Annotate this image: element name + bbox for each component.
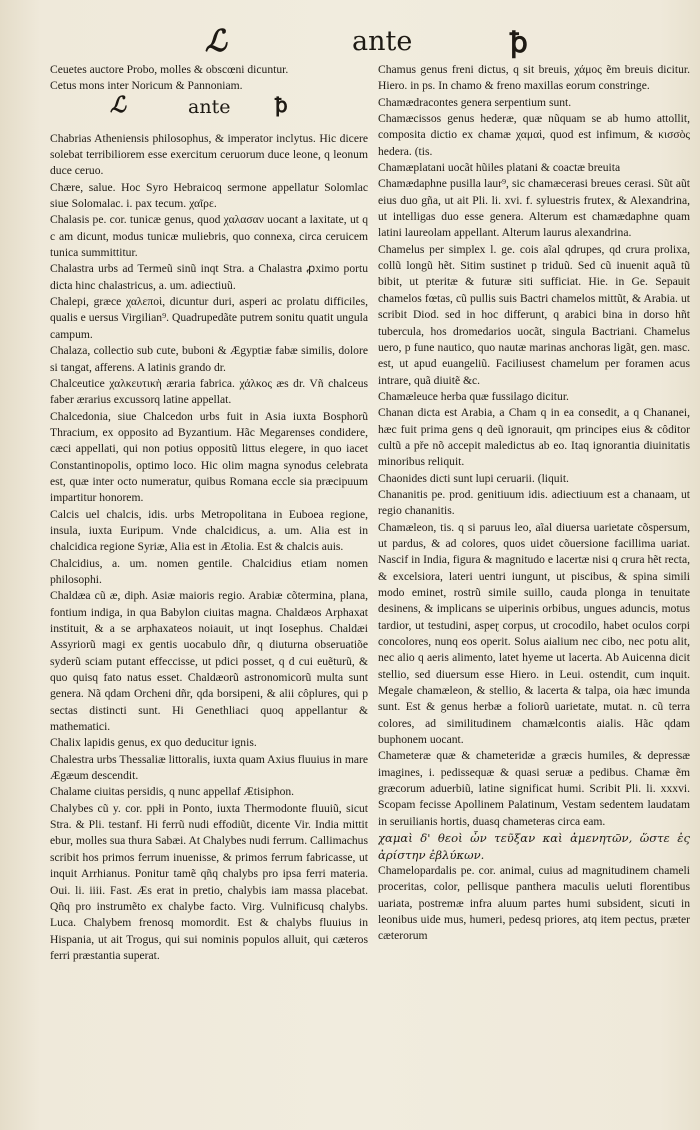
dictionary-entry: Chamæcissos genus hederæ, quæ nũquam se ab humo attollit, composita dictio ex chamæ χαμαὶ, quod est infimum, & κισσὸς hedera. (tis. (378, 112, 690, 158)
dictionary-entry: Chalestra urbs Thessaliæ littoralis, iuxta quam Axius fluuius in mare Ægæum descendit. (50, 752, 368, 783)
subheading-ornament-glyph: ꝥ (275, 92, 288, 117)
dictionary-entry: Chanan dicta est Arabia, a Cham q in ea consedit, a q Chananei, hæc fuit prima gens q deũ ignorauit, qm principes eius & côditor cultũ a pře nõ accepit maledictus ab eo. Itaq ignorantia diuinitatis minoribus reliquit. (378, 406, 690, 469)
dictionary-entry: Chalcedonia, siue Chalcedon urbs fuit in Asia iuxta Bosphorũ Thracium, ex opposito ad Byzantium. Hãc Megarenses condidere, cæci appellati, qui non potius oppositũ littus elegere, in quo iacet Constantinopolis, optimo loco. Hic olim magna synodus celebrata est, quæ inter octo numeratur, quibus Romana eccle sia præcipuum impartitur honorem. (50, 409, 368, 505)
left-column (50, 62, 368, 1112)
dictionary-entry: Chamelus per simplex l. ge. cois aĩal qdrupes, qd crura prolixa, collũ longũ hẽt. Sitim sustinet p triduũ. Sed cũ inuenit aquã tũ bibit, ut pteritæ & futuræ siti sufficiat. Hie. in Ge. Sepauit chamelos fœtas, cũ pullis suis Bactri chamelos mittũt, & Arabia. ut scribit Diod. sed in hoc differunt, q arabici bina in dorso hñt tubercula, hos dromedarios uocãt, singula Bactriani. Chamelus uero, p fune nautico, quo nautæ marinas anchoras ligãt, gen. masc. est, ut apud euangeliũ. Faciliusest chamelum per foramen acus intrare, quã diuitẽ &c. (378, 242, 690, 387)
dictionary-entry: Chamæplatani uocãt hũiles platani & coactæ breuita (378, 161, 621, 175)
section-subheading (50, 91, 368, 127)
subheading-word: ante (188, 95, 231, 118)
dictionary-entry: Chananitis pe. prod. genitiuum idis. adiectiuum est a chanaam, ut regio chananitis. (378, 487, 690, 518)
dictionary-entry: Chalceutice χαλκευτικὴ æraria fabrica. χάλκος æs dr. Vñ chalceus faber ærarius excussorq latine appellat. (50, 376, 368, 407)
dictionary-entry: Chabrias Atheniensis philosophus, & imperator inclytus. Hic dicere solebat terribiliorem esse exercitum ceruorum duce leone, q leonum duce ceruo. (50, 131, 368, 178)
dictionary-entry: Chamus genus freni dictus, q sit breuis, χάμος ẽm breuis dicitur. Hiero. in ps. In chamo & freno maxillas eorum constringe. (378, 63, 690, 93)
dictionary-entry: Ceuetes auctore Probo, molles & obscœni dicuntur. (50, 63, 289, 76)
dictionary-entry: Chalasis pe. cor. tunicæ genus, quod χαλασαν uocant a laxitate, ut q c am dicunt, modus tunicæ muliebris, quo connexa, circa ceruicem tunica summittitur. (50, 213, 368, 260)
running-head (0, 20, 700, 60)
dictionary-entry: Chalcidius, a. um. nomen gentile. Chalcidius etiam nomen philosophi. (50, 556, 368, 586)
dictionary-entry: Chære, salue. Hoc Syro Hebraicoq sermone appellatur Solomlac siue Solomalac. i. pax tecum. χαῖρε. (50, 180, 368, 211)
dictionary-entry: Chamelopardalis pe. cor. animal, cuius ad magnitudinem chameli proceritas, color, pellisque panthera maculis ueluti florentibus uariata, postremæ infra aluum partes humi subsident, sicuti in leonibus uide mus, humeri, pedesq priores, atq item pectus, præter cæterorum (378, 863, 690, 943)
dictionary-entry: Chalix lapidis genus, ex quo deducitur ignis. (50, 736, 257, 750)
dictionary-entry: Chalastra urbs ad Termeũ sinũ inqt Stra. a Chalastra ꝓximo portu dicta hinc chalastricus, a. um. adiectiuũ. (50, 262, 368, 292)
right-column (378, 62, 690, 1112)
dictionary-entry: Chaonides dicti sunt lupi ceruarii. (liquit. (378, 471, 569, 485)
dictionary-entry: Chalaza, collectio sub cute, buboni & Ægyptiæ fabæ similis, dolore si tangat, afferens. A latinis grando dr. (50, 344, 368, 374)
dictionary-entry: Chameteræ quæ & chameteridæ a græcis humiles, & depressæ imagines, i. pedissequæ & quasi seruæ a pedibus. Chamæ ẽm græcorum aduerbiũ, latine significat humi. Scribit Pli. li. xxxvi. Scopam fecisse Apollinem Palatinum, Vestam sedentem laudatam in seruilianis hortis, duasq chameteras circa eam. (378, 749, 690, 828)
dictionary-entry: Chamæleon, tis. q si paruus leo, aĩal diuersa uarietate cõspersum, ut pardus, & ad colores, quos uidet cõuersione facillima uariat. Nascif in India, figura & magnitudo e lacertæ nisi q crura hẽt recta, & excelsiora, lateri uentri iungunt, ut piscibus, & spina simili modo eminet, rostrũ simile suillo, cauda plonga in tenuitate desinens, & implicans se uiperinis orbibus, ungues aduncis, motus tardior, ut testudini, aspeɽ corpus, ut crocodilo, habet oculos corpi concolores, nunq eos operit. Solus aialium nec cibo, nec potu alit, nec alio q aeris alimento, latet hyeme ut lacerta. Ab Auicenna dicit stellio, sed diuersum esse Hiero. in Leui. ostendit, cum inquit. Megale chamæleon, & stellio, & lacerta & talpa, oia hæc imunda sunt. Est & genus herbæ a foliorũ uarietate, mutat. n. cũ terra colores, ad similitudinem chamælcontis aialis. Hãc qdam buphonem uocant. (378, 520, 690, 747)
dictionary-entry: Chamæleuce herba quæ fussilago dicitur. (378, 389, 569, 403)
section-letter: ℒ (205, 24, 227, 59)
subheading-letter: ℒ (110, 91, 126, 118)
dictionary-entry: Chalybes cũ y. cor. ppłi in Ponto, iuxta Thermodonte fluuiũ, sicut Stra. & Pli. testanf. Hi ferrũ nudi effodiũt, dicente Vir. India mittit ebur, molles sua thura Sabæi. At Chalybes nudi ferrum. Callimachus scribit hos primos ferrum inuenisse, & primos ferrum fabricasse, ut inquit Arrhianus. Ponitur tamẽ qñq chalybs pro ipsa ferri materia. Oui. li. iiii. Fast. Æs erat in pretio, chalybis iam massa placebat. Qñq pro instrumẽto ex chalybe facto. Virg. Vulnificusq chalybs. Luca. Chalybem frenosq momordit. Est & chalybs fluuius in Hispania, ut ait Trogus, qui sui nominis populos alluit, qui cæteros ferri præstantia superat. (50, 801, 368, 962)
section-ornament-glyph: ꝥ (510, 26, 528, 59)
dictionary-entry: Chamædaphne pusilla laur⁹, sic chamæcerasi breues cerasi. Sũt aũt eius duo gña, ut ait Pli. li. xvi. f. syluestris frutex, & Alexandrina, ut intelligas duo esse genera. Alterum est chamædaphne quam latini laureolam appellant. Alterum laurus alexandrina. (378, 177, 690, 240)
dictionary-entry: Chaldæa cũ æ, diph. Asiæ maioris regio. Arabiæ cõtermina, plana, fontium indiga, in qua Babylon ciuitas magna. Chaldæos Arphaxat instituit, & a se arphaxateos noiauit, ut inqt Iosephus. Chaldæi Assyriorũ magi ex gentis uocabulo dñr, q diuturna obseruatiõe syderũ sciam putant effeccisse, ut pdici posset, q d cui euẽturũ, & quo quisq fato natus esset. Chaldæorũ astronomicorũ multa sunt genera. Nã qdam Orcheni dñr, qda borsipeni, & alii côplures, qui p sectas distincti sunt. Hi Genethliaci quoq appellantur & mathematici. (50, 589, 368, 734)
dictionary-entry: Chalame ciuitas persidis, q nunc appellaf Ætisiphon. (50, 785, 295, 799)
dictionary-entry: Chalepi, græce χαλεποὶ, dicuntur duri, asperi ac prolatu difficiles, qualis e uersus Virgilian⁹. Quadrupedãte putrem sonitu quatit ungula campum. (50, 295, 368, 341)
greek-quotation: χαμαὶ δ' θεοὶ ὦν τεῦξαν καὶ ἀμενητῶν, ὥστε ἐς ἀρίστην ἐβλύκων. (378, 831, 690, 862)
dictionary-entry: Calcis uel chalcis, idis. urbs Metropolitana in Euboea regione, insula, iuxta Euripum. Vnde chalcidicus, a. um. Alia est in chalcidica regione Syriæ, Alia est in Ætolia. Est & chalcis auis. (50, 507, 368, 554)
dictionary-entry: Cetus mons inter Noricum & Pannoniam. (50, 79, 243, 93)
dictionary-entry: Chamædracontes genera serpentium sunt. (378, 95, 572, 109)
section-word: ante (352, 26, 413, 57)
